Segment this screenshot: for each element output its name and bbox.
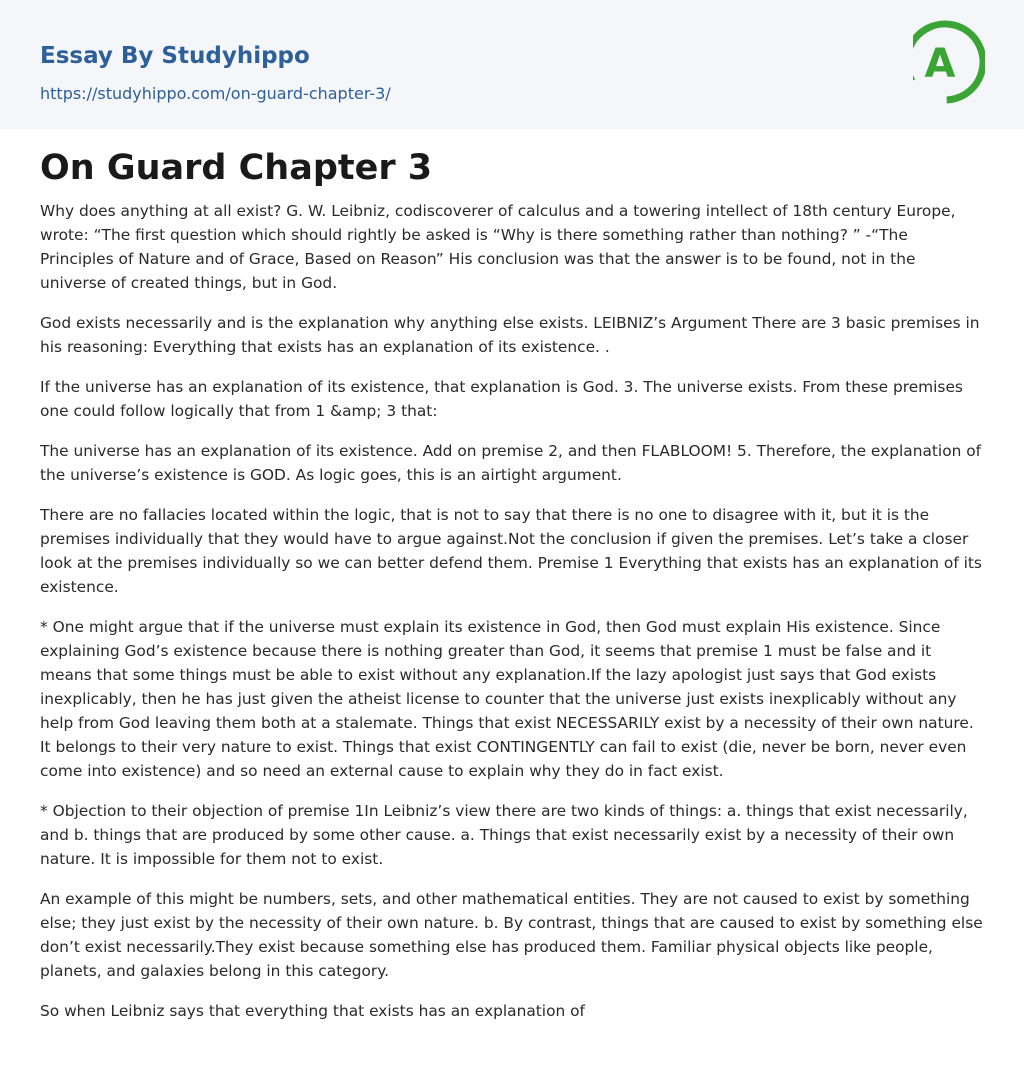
site-header [0, 0, 1024, 129]
source-url-link[interactable]: https://studyhippo.com/on-guard-chapter-3/ [40, 84, 391, 103]
essay-paragraph: If the universe has an explanation of its existence, that explanation is God. 3. The universe exists. From these premises one could follow logically that from 1 &amp; 3 that: [40, 378, 963, 420]
logo-ring-icon [913, 20, 985, 104]
essay-paragraph: There are no fallacies located within the logic, that is not to say that there is no one to disagree with it, but it is the premises individually that they would have to argue against.Not the conclusion if given the premises. Let’s take a closer look at the premises individually so we can better defend them. Premise 1 Everything that exists has an explanation of its existence. [40, 506, 982, 596]
essay-paragraph: God exists necessarily and is the explanation why anything else exists. LEIBNIZ’s Argument There are 3 basic premises in his reasoning: Everything that exists has an explanation of its existence. . [40, 314, 980, 356]
essay-paragraph: The universe has an explanation of its existence. Add on premise 2, and then FLABLOOM! 5. Therefore, the explanation of the universe’s existence is GOD. As logic goes, this is an airtight argument. [40, 442, 982, 484]
essay-paragraph: So when Leibniz says that everything that exists has an explanation of [40, 1002, 585, 1020]
essay-paragraph: * Objection to their objection of premise 1In Leibniz’s view there are two kinds of things: a. things that exist necessarily, and b. things that are produced by some other cause. a. Things that exist necessarily exist by a necessity of their own nature. It is impossible for them not to exist. [40, 802, 968, 868]
studyhippo-logo[interactable] [913, 20, 985, 104]
page-title: On Guard Chapter 3 [40, 148, 433, 188]
essay-paragraph: Why does anything at all exist? G. W. Leibniz, codiscoverer of calculus and a towering intellect of 18th century Europe, wrote: “The first question which should rightly be asked is “Why is there something rather than nothing? ” -“The Principles of Nature and of Grace, Based on Reason” His conclusion was that the answer is to be found, not in the universe of created things, but in God. [40, 202, 956, 292]
essay-paragraph: * One might argue that if the universe must explain its existence in God, then God must explain His existence. Since explaining God’s existence because there is nothing greater than God, it seems that premise 1 must be false and it means that some things must be able to exist without any explanation.If the lazy apologist just says that God exists inexplicably, then he has just given the atheist license to counter that the universe just exists inexplicably without any help from God leaving them both at a stalemate. Things that exist NECESSARILY exist by a necessity of their own nature. It belongs to their very nature to exist. Things that exist CONTINGENTLY can fail to exist (die, never be born, never even come into existence) and so need an external cause to explain why they do in fact exist. [40, 618, 974, 780]
essay-paragraph: An example of this might be numbers, sets, and other mathematical entities. They are not caused to exist by something else; they just exist by the necessity of their own nature. b. By contrast, things that are caused to exist by something else don’t exist necessarily.They exist because something else has produced them. Familiar physical objects like people, planets, and galaxies belong in this category. [40, 890, 983, 980]
brand-title[interactable]: Essay By Studyhippo [40, 43, 310, 69]
logo-letter: A [924, 41, 956, 87]
essay-body [40, 199, 984, 1023]
